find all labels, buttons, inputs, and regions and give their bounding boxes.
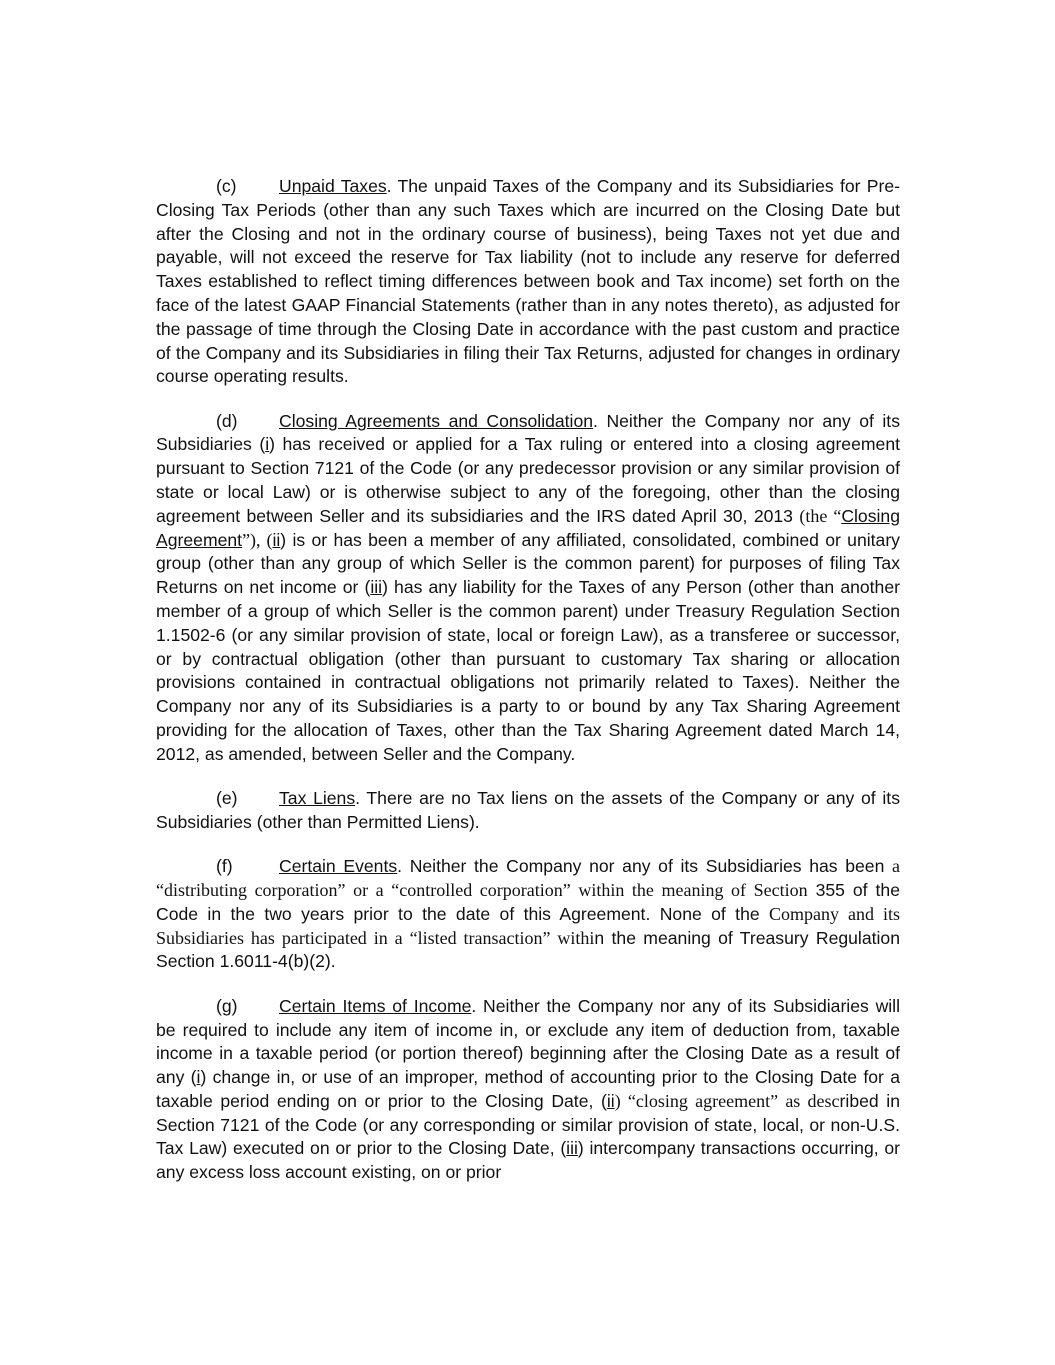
section-d-marker-i: i: [265, 434, 270, 455]
section-d-text-3: (the “: [799, 505, 842, 526]
section-e-paragraph: [156, 787, 900, 835]
section-f-heading: Certain Events: [279, 856, 398, 877]
section-d-defined-term: Closing Agreement: [156, 505, 900, 550]
section-d-marker-ii: ii: [272, 529, 281, 550]
section-c-body: . The unpaid Taxes of the Company and its Subsidiaries for Pre-Closing Tax Periods (other than any such Taxes which are incurred on the Closing Date but after the Closing and not in the ordinary course of business), being Taxes not yet due and payable, will not exceed the reserve for Tax liability (not to include any reserve for deferred Taxes established to reflect timing differences between book and Tax income) set forth on the face of the latest GAAP Financial Statements (rather than in any notes thereto), as adjusted for the passage of time through the Closing Date in accordance with the past custom and practice of the Company and its Subsidiaries in filing their Tax Returns, adjusted for changes in ordinary course operating results.: [156, 176, 900, 387]
section-e-body: . There are no Tax liens on the assets of the Company or any of its Subsidiaries (other than Permitted Liens).: [156, 788, 900, 832]
section-c-number: (c): [216, 176, 237, 196]
section-d-number: (d): [216, 410, 238, 431]
section-d-text-2: ) has received or applied for a Tax ruling or entered into a closing agreement pursuant to Section 7121 of the Code (or any predecessor provision or any similar provision of state or local Law) or is otherwise subject to any of the foregoing, other than the closing agreement between Seller and its subsidiaries and the IRS dated April 30, 2013: [156, 434, 900, 526]
section-d-text-6: ) has any liability for the Taxes of any Person (other than another member of a group of which Seller is the common parent) under Treasury Regulation Section 1.1502-6 (or any similar provision of state, local or foreign Law), as a transferee or successor, or by contractual obligation (other than pursuant to customary Tax sharing or allocation provisions contained in contractual obligations not primarily related to Taxes). Neither the Company nor any of its Subsidiaries is a party to or bound by any Tax Sharing Agreement providing for the allocation of Taxes, other than the Tax Sharing Agreement dated March 14, 2012, as amended, between Seller and the Company.: [156, 577, 900, 764]
section-f-text-2: a “distributing corporation” or a “controlled corporation” within the meaning of Section: [156, 856, 900, 901]
section-d-heading: Closing Agreements and Consolidation: [279, 410, 594, 431]
section-d-text-5: ) is or has been a member of any affiliated, consolidated, combined or unitary group (other than any group of which Seller is the common parent) for purposes of filing Tax Returns on net income or (: [156, 529, 900, 598]
section-g-text-5: ) intercompany transactions occurring, or any excess loss account existing, on or prior: [156, 1138, 900, 1183]
document-page: [156, 175, 900, 1206]
section-f-text-4: Company and its Subsidiaries has participated in a “listed transaction” withi: [156, 903, 900, 948]
section-g-marker-iii: iii: [566, 1138, 578, 1159]
section-g-text-2: ) change in, or use of an improper, method of accounting prior to the Closing Date for a taxable period ending on or prior to the Closing Date, (: [156, 1067, 900, 1111]
section-g-text-1: . Neither the Company nor any of its Subsidiaries will be required to include any item of income in, or exclude any item of deduction from, taxable income in a taxable period (or portion thereof) beginning after the Closing Date as a result of any (: [156, 995, 900, 1088]
section-f-number: (f): [216, 856, 233, 877]
section-g-paragraph: [156, 995, 900, 1185]
section-f-text-3: 355 of the Code in the two years prior to the date of this Agreement. None of the: [156, 880, 900, 924]
section-c-paragraph: [156, 175, 900, 389]
section-f-paragraph: [156, 855, 900, 974]
section-g-marker-ii: ii: [606, 1090, 615, 1111]
section-d-text-4: ”), (: [242, 529, 273, 550]
section-e-heading: Tax Liens: [279, 788, 356, 809]
section-f-text-1: . Neither the Company nor any of its Subsidiaries has been: [397, 856, 892, 877]
section-c-heading: Unpaid Taxes: [279, 176, 387, 196]
section-d-paragraph: [156, 410, 900, 767]
section-g-number: (g): [216, 995, 238, 1016]
section-g-marker-i: i: [196, 1067, 201, 1088]
section-e-number: (e): [216, 788, 238, 809]
section-f-text-5: n the meaning of Treasury Regulation Section 1.6011-4(b)(2).: [156, 927, 900, 972]
section-g-text-4: ribed in Section 7121 of the Code (or any corresponding or similar provision of state, local, or non-U.S. Tax Law) executed on or prior to the Closing Date, (: [156, 1090, 900, 1159]
section-d-text-1: . Neither the Company nor any of its Subsidiaries (: [156, 410, 900, 455]
section-g-heading: Certain Items of Income: [279, 995, 472, 1016]
section-d-marker-iii: iii: [370, 577, 383, 598]
section-g-text-3: ) “closing agreement” as desc: [614, 1090, 840, 1111]
